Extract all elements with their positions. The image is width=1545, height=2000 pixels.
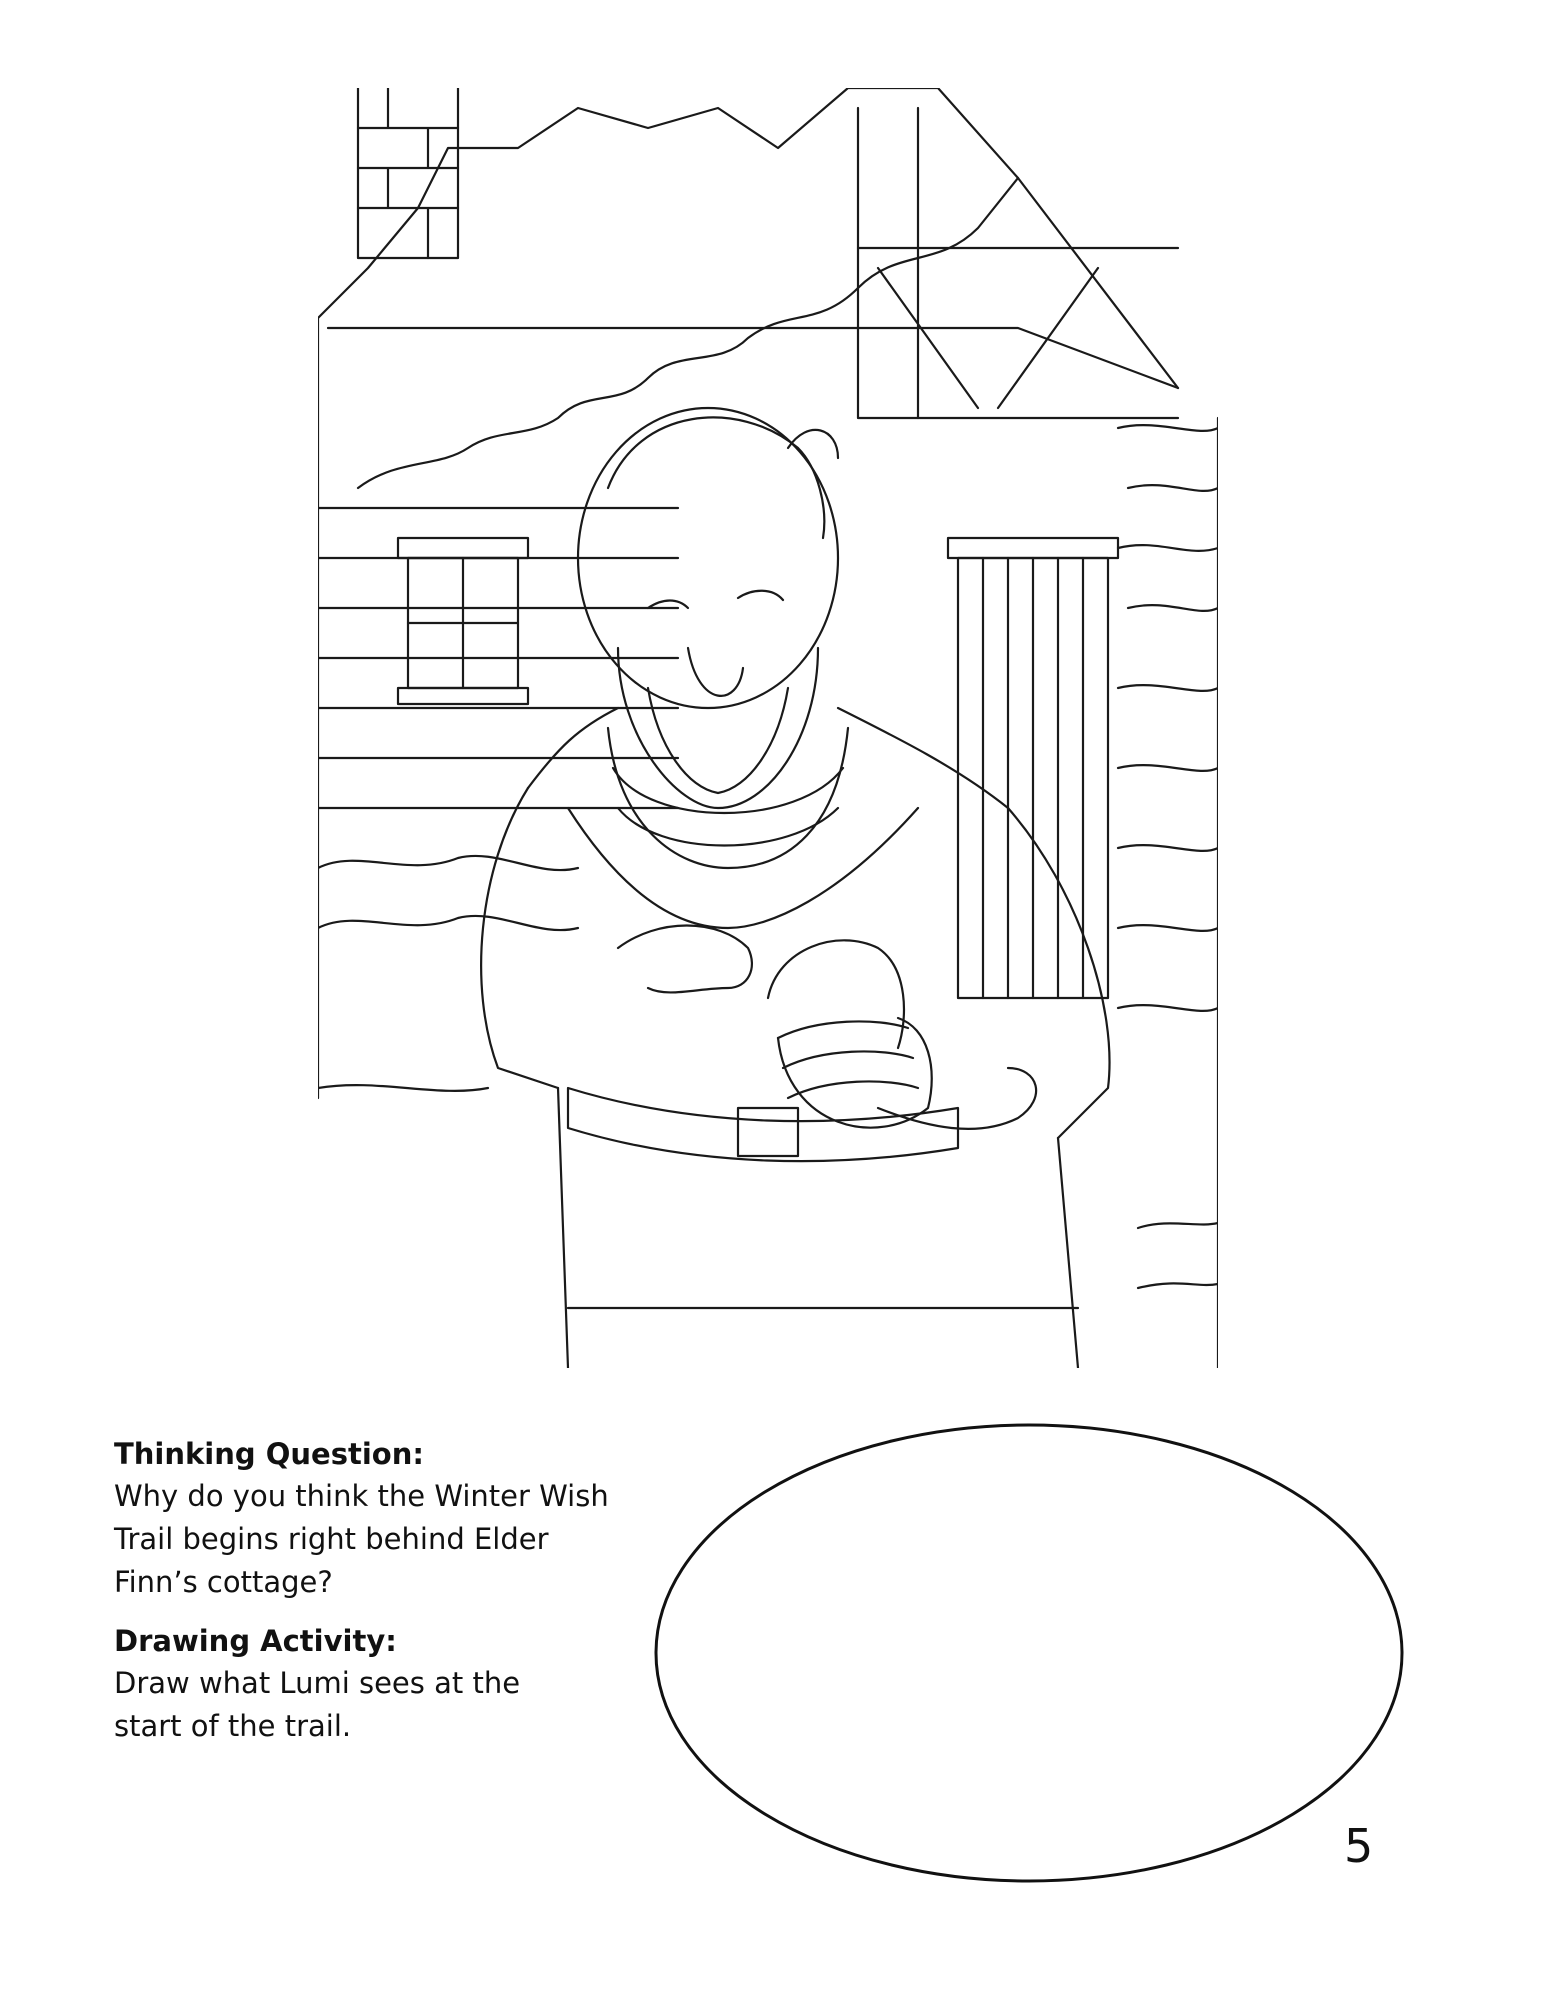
- elder-cottage-icon: [318, 88, 1218, 1368]
- drawing-area-oval[interactable]: [653, 1422, 1405, 1884]
- coloring-illustration: [318, 88, 1218, 1368]
- thinking-question-section: [114, 1433, 674, 1604]
- thinking-question-line: Finn’s cottage?: [114, 1565, 333, 1599]
- drawing-activity-section: [114, 1620, 674, 1748]
- drawing-activity-line: Draw what Lumi sees at the: [114, 1666, 521, 1700]
- thinking-question-heading: Thinking Question:: [114, 1437, 424, 1471]
- thinking-question-line: Why do you think the Winter Wish: [114, 1479, 609, 1513]
- drawing-activity-line: start of the trail.: [114, 1709, 352, 1743]
- drawing-activity-heading: Drawing Activity:: [114, 1624, 397, 1658]
- thinking-question-line: Trail begins right behind Elder: [114, 1522, 549, 1556]
- page-number: 5: [1344, 1819, 1374, 1873]
- oval-frame-icon: [653, 1422, 1405, 1884]
